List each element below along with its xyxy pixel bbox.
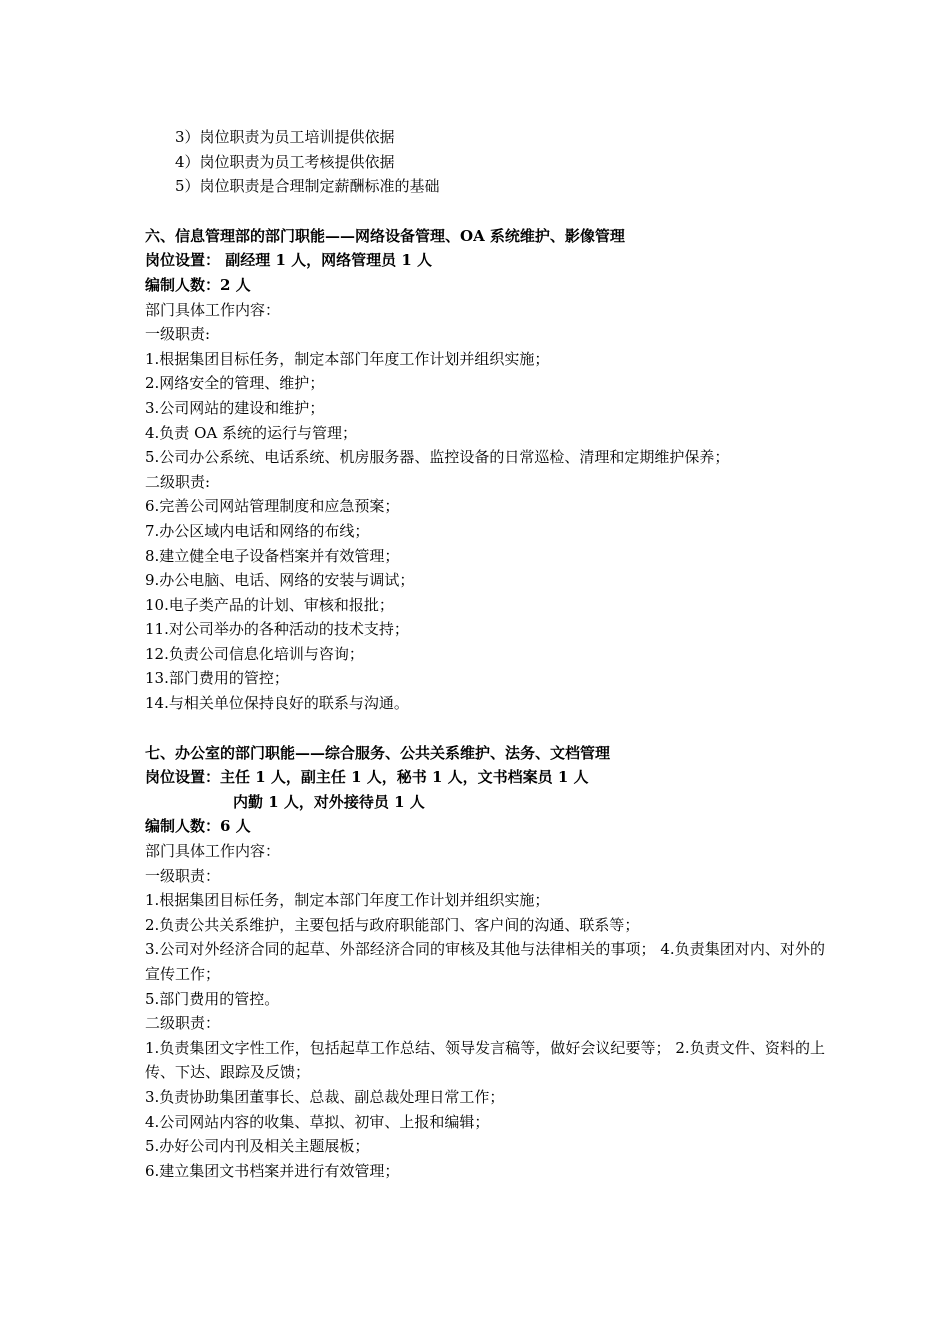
list-item: 5.公司办公系统、电话系统、机房服务器、监控设备的日常巡检、清理和定期维护保养； — [145, 448, 730, 467]
spacer — [145, 716, 825, 741]
list-item: 2.负责公共关系维护，主要包括与政府职能部门、客户间的沟通、联系等； — [145, 915, 640, 934]
headcount-line: 编制人数：2 人 — [145, 275, 251, 294]
section-info-management — [145, 224, 825, 716]
list-item: 11.对公司举办的各种活动的技术支持； — [145, 620, 409, 639]
level1-label: 一级职责： — [145, 866, 221, 885]
content-label: 部门具体工作内容： — [145, 300, 281, 319]
list-item: 13.部门费用的管控； — [145, 669, 289, 688]
content-label: 部门具体工作内容： — [145, 842, 281, 861]
list-item: 3）岗位职责为员工培训提供依据 — [175, 128, 395, 146]
list-item: 2.网络安全的管理、维护； — [145, 374, 325, 393]
document-page — [145, 125, 825, 1183]
positions-line: 岗位设置： 副经理 1 人，网络管理员 1 人 — [145, 251, 432, 270]
level1-label: 一级职责: — [145, 325, 211, 344]
section-office — [145, 741, 825, 1184]
list-item: 4）岗位职责为员工考核提供依据 — [175, 152, 395, 171]
section-heading: 六、信息管理部的部门职能——网络设备管理、OA 系统维护、影像管理 — [145, 226, 625, 245]
list-item: 5.部门费用的管控。 — [145, 989, 280, 1008]
list-item: 6.建立集团文书档案并进行有效管理； — [145, 1161, 400, 1180]
intro-list — [145, 125, 825, 199]
list-item: 1.负责集团文字性工作，包括起草工作总结、领导发言稿等，做好会议纪要等； 2.负责文件、资料的上传、下达、跟踪及反馈； — [145, 1038, 825, 1082]
list-item: 8.建立健全电子设备档案并有效管理； — [145, 546, 400, 565]
spacer — [145, 199, 825, 224]
list-item: 1.根据集团目标任务，制定本部门年度工作计划并组织实施； — [145, 891, 550, 910]
headcount-line: 编制人数：6 人 — [145, 817, 251, 836]
list-item: 5.办好公司内刊及相关主题展板； — [145, 1137, 370, 1156]
positions-line-continued: 内勤 1 人，对外接待员 1 人 — [233, 792, 425, 811]
list-item: 7.办公区域内电话和网络的布线； — [145, 521, 370, 540]
list-item: 14.与相关单位保持良好的联系与沟通。 — [145, 694, 409, 713]
list-item: 5）岗位职责是合理制定薪酬标准的基础 — [175, 177, 440, 196]
positions-line: 岗位设置：主任 1 人，副主任 1 人，秘书 1 人，文书档案员 1 人 — [145, 768, 589, 787]
list-item: 4.公司网站内容的收集、草拟、初审、上报和编辑； — [145, 1112, 490, 1131]
list-item: 6.完善公司网站管理制度和应急预案； — [145, 497, 400, 516]
list-item: 3.公司网站的建设和维护； — [145, 398, 325, 417]
level2-label: 二级职责: — [145, 472, 211, 491]
list-item: 1.根据集团目标任务，制定本部门年度工作计划并组织实施； — [145, 349, 550, 368]
list-item: 3.负责协助集团董事长、总裁、副总裁处理日常工作； — [145, 1087, 505, 1106]
list-item: 10.电子类产品的计划、审核和报批； — [145, 595, 394, 614]
list-item: 9.办公电脑、电话、网络的安装与调试； — [145, 571, 415, 590]
list-item: 3.公司对外经济合同的起草、外部经济合同的审核及其他与法律相关的事项； 4.负责集团对内、对外的宣传工作； — [145, 940, 825, 983]
list-item: 12.负责公司信息化培训与咨询； — [145, 644, 364, 663]
section-heading: 七、办公室的部门职能——综合服务、公共关系维护、法务、文档管理 — [145, 743, 611, 762]
level2-label: 二级职责： — [145, 1014, 221, 1033]
list-item: 4.负责 OA 系统的运行与管理； — [145, 423, 357, 442]
